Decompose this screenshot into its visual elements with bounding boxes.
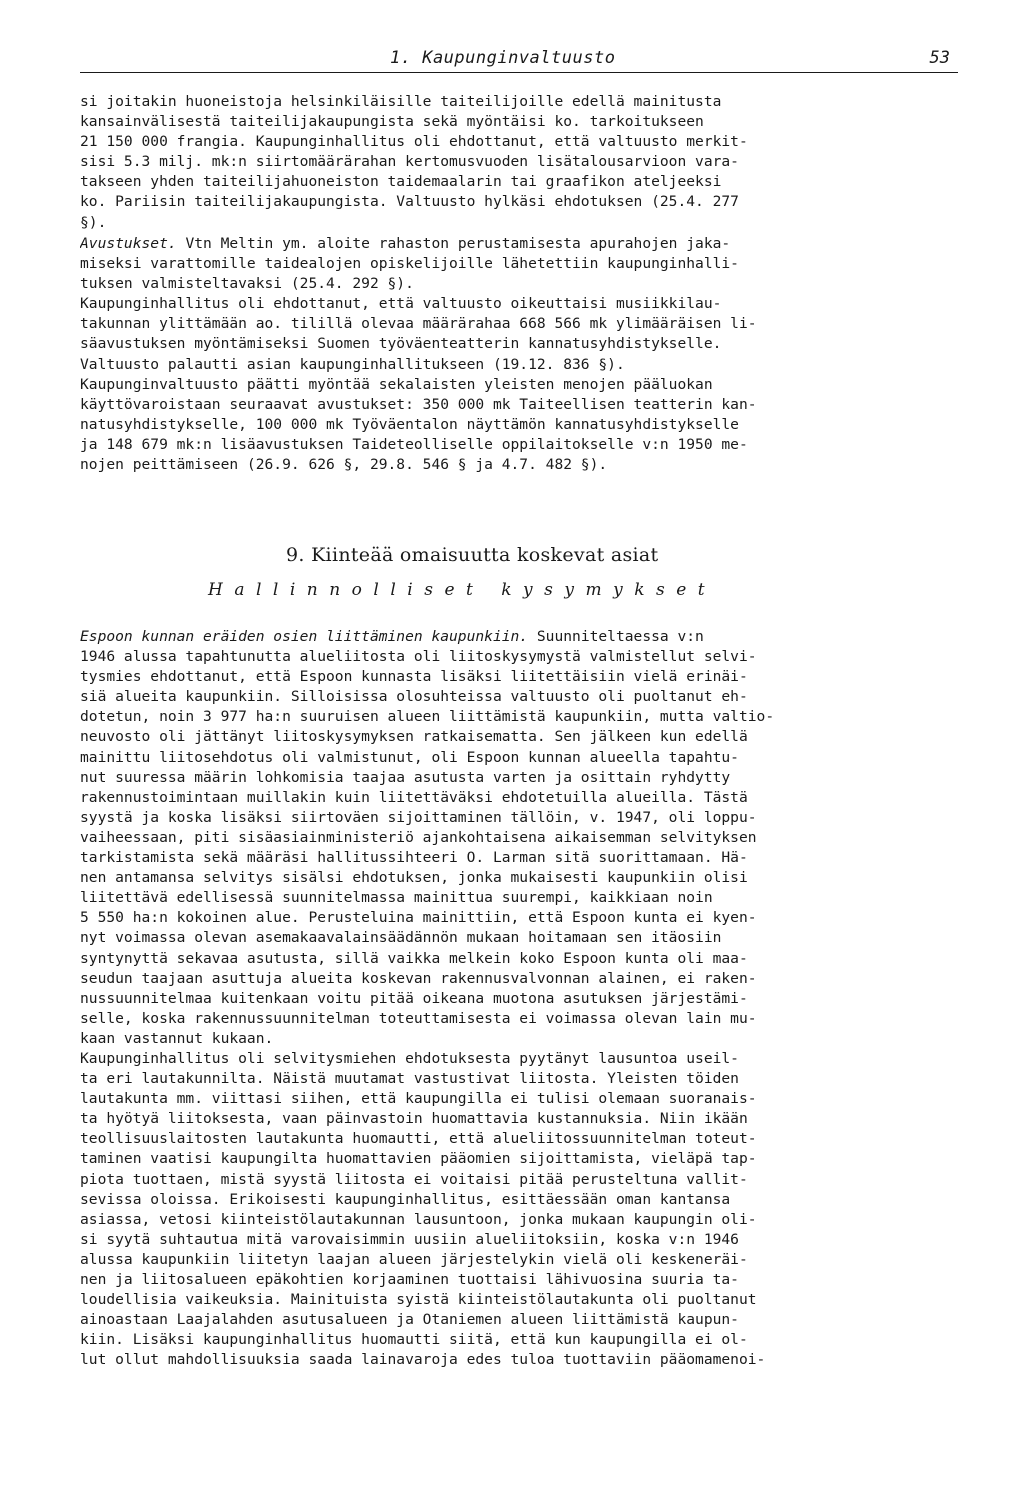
text-line: 5 550 ha:n kokoinen alue. Perusteluina mainittiin, että Espoon kunta ei kyen- (80, 909, 757, 927)
text-line: si joitakin huoneistoja helsinkiläisille taiteilijoille edellä mainitusta (80, 93, 722, 110)
text-line: vaiheessaan, piti sisäasiainministeriö ajankohtaisena aikaisemman selvityksen (80, 828, 757, 846)
text-line: kaan vastannut kukaan. (80, 1029, 274, 1047)
text-line: Kaupunginhallitus oli selvitysmiehen ehdotuksesta pyytänyt lausuntoa useil- (80, 1049, 739, 1067)
text-line: neuvosto oli jättänyt liitoskysymyksen ratkaisematta. Sen jälkeen kun edellä (80, 728, 748, 746)
text-line: mainittu liitosehdotus oli valmistunut, oli Espoon kunnan alueella tapahtu- (80, 748, 739, 766)
text-line: alussa kaupunkiin liitetyn laajan alueen järjestelykin vielä oli keskeneräi- (80, 1250, 748, 1268)
page-number: 53 (929, 48, 950, 68)
text-line: ta hyötyä liitoksesta, vaan päinvastoin huomattavia kustannuksia. Niin ikään (80, 1110, 748, 1128)
paragraph-lead: Espoon kunnan eräiden osien liittäminen kaupunkiin. (80, 628, 529, 645)
text-line: siä alueita kaupunkiin. Silloisissa olosuhteissa valtuusto oli puoltanut eh- (80, 688, 748, 706)
text-line: taminen vaatisi kaupungilta huomattavien pääomien sijoittamista, vieläpä tap- (80, 1150, 757, 1168)
text-line: tarkistamista sekä määräsi hallitussihteeri O. Larman sitä suorittamaan. Hä- (80, 849, 748, 867)
text-line: nen antamansa selvitys sisälsi ehdotuksen, jonka mukaisesti kaupunkiin olisi (80, 869, 748, 887)
text-line (80, 627, 960, 647)
text-line: sisi 5.3 milj. mk:n siirtomäärärahan kertomusvuoden lisätalousarvioon vara- (80, 153, 739, 171)
running-title: 1. Kaupunginvaltuusto (390, 48, 616, 68)
text-line: rakennustoimintaan muillakin kuin liitettäväksi ehdotetuilla alueilla. Tästä (80, 788, 748, 806)
text-line: käyttövaroistaan seuraavat avustukset: 350 000 mk Taiteellisen teatterin kan- (80, 395, 757, 413)
text-line: syystä ja koska lisäksi siirtoväen sijoittaminen tällöin, v. 1947, oli loppu- (80, 808, 757, 826)
text-line: natusyhdistykselle, 100 000 mk Työväentalon näyttämön kannatusyhdistykselle (80, 415, 739, 433)
text-line: selle, koska rakennussuunnitelman toteuttamisesta ei voimassa olevan lain mu- (80, 1009, 757, 1027)
text-line: sevissa oloissa. Erikoisesti kaupunginhallitus, esittäessään oman kantansa (80, 1190, 731, 1208)
text-line: nojen peittämiseen (26.9. 626 §, 29.8. 546 § ja 4.7. 482 §). (80, 456, 608, 474)
text-line: takunnan ylittämään ao. tilillä olevaa määrärahaa 668 566 mk ylimääräisen li- (80, 315, 757, 333)
text-line: ja 148 679 mk:n lisäavustuksen Taideteolliselle oppilaitokselle v:n 1950 me- (80, 435, 748, 453)
text-line: Kaupunginvaltuusto päätti myöntää sekalaisten yleisten menojen pääluokan (80, 375, 713, 393)
text-line: tuksen valmisteltavaksi (25.4. 292 §). (80, 275, 414, 293)
text-line: piota tuottaen, mistä syystä liitosta ei voitaisi pitää perusteltuna vallit- (80, 1170, 748, 1188)
paragraph-continued (80, 92, 960, 233)
text-line: ko. Pariisin taiteilijakaupungista. Valtuusto hylkäsi ehdotuksen (25.4. 277 (80, 193, 739, 211)
text-line: säavustuksen myöntämiseksi Suomen työväenteatterin kannatusyhdistykselle. (80, 335, 722, 353)
text-line-rest: Suunniteltaessa v:n (528, 628, 704, 645)
section-heading: 9. Kiinteää omaisuutta koskevat asiat (286, 544, 659, 566)
text-line: nussuunnitelmaa kuitenkaan voitu pitää oikeana muotona asutuksen järjestämi- (80, 989, 748, 1007)
paragraph-lead: Avustukset. (80, 235, 177, 252)
text-line: kiin. Lisäksi kaupunginhallitus huomautti siitä, että kun kaupungilla ei ol- (80, 1331, 748, 1349)
text-line (80, 234, 960, 254)
text-line: kansainvälisestä taiteilijakaupungista sekä myöntäisi ko. tarkoitukseen (80, 113, 704, 131)
text-line (80, 1370, 960, 1390)
text-line: miseksi varattomille taidealojen opiskelijoille lähetettiin kaupunginhalli- (80, 255, 739, 273)
text-line-rest: Vtn Meltin ym. aloite rahaston perustamisesta apurahojen jaka- (176, 235, 731, 252)
subsection-heading: Hallinnolliset kysymykset (208, 580, 717, 600)
text-line: nen ja liitosalueen epäkohtien korjaaminen tuottaisi lähivuosina suuria ta- (80, 1271, 739, 1288)
text-line: seudun taajaan asuttuja alueita koskevan rakennusvalvonnan alainen, ei raken- (80, 969, 757, 987)
text-line: takseen yhden taiteilijahuoneiston taidemaalarin tai graafikon ateljeeksi (80, 173, 722, 191)
text-line: Kaupunginhallitus oli ehdottanut, että valtuusto oikeuttaisi musiikkilau- (80, 295, 722, 313)
text-line: loudellisia vaikeuksia. Mainituista syistä kiinteistölautakunta oli puoltanut (80, 1291, 757, 1309)
text-line: syntynyttä sekavaa asutusta, sillä vaikka melkein koko Espoon kunta oli maa- (80, 949, 748, 967)
text-line: Valtuusto palautti asian kaupunginhallitukseen (19.12. 836 §). (80, 355, 625, 373)
text-line: nyt voimassa olevan asemakaavalainsäädännön mukaan hoitamaan sen itäosiin (80, 929, 722, 947)
text-line: lut ollut mahdollisuuksia saada lainavaroja edes tuloa tuottaviin pääomamenoi- (80, 1351, 766, 1369)
text-line: teollisuuslaitosten lautakunta huomautti, että alueliitossuunnitelman toteut- (80, 1130, 757, 1148)
text-line: ta eri lautakunnilta. Näistä muutamat vastustivat liitosta. Yleisten töiden (80, 1070, 739, 1088)
text-line: dotetun, noin 3 977 ha:n suuruisen alueen liittämistä kaupunkiin, mutta valtio- (80, 708, 775, 726)
text-line: §). (80, 213, 107, 231)
paragraph-avustukset (80, 234, 960, 475)
text-line: 21 150 000 frangia. Kaupunginhallitus oli ehdottanut, että valtuusto merkit- (80, 133, 748, 151)
text-line: asiassa, vetosi kiinteistölautakunnan lausuntoon, jonka mukaan kaupungin oli- (80, 1210, 757, 1228)
text-line: si syytä suhtautua mitä varovaisimmin uusiin alueliitoksiin, koska v:n 1946 (80, 1230, 739, 1248)
paragraph-espoo (80, 627, 960, 1391)
text-line: nut suuressa määrin lohkomisia taajaa asutusta varten ja osittain ryhdytty (80, 768, 731, 786)
text-line: 1946 alussa tapahtunutta alueliitosta oli liitoskysymystä valmistellut selvi- (80, 648, 757, 666)
text-line: liitettävä edellisessä suunnitelmassa mainittua suurempi, kaikkiaan noin (80, 889, 713, 907)
text-line: lautakunta mm. viittasi siihen, että kaupungilla ei tulisi olemaan suoranais- (80, 1090, 757, 1108)
page-header (80, 46, 958, 73)
text-line: ainoastaan Laajalahden asutusalueen ja Otaniemen alueen liittämistä kaupun- (80, 1311, 739, 1329)
text-line: tysmies ehdottanut, että Espoon kunnasta lisäksi liitettäisiin vielä erinäi- (80, 668, 748, 686)
